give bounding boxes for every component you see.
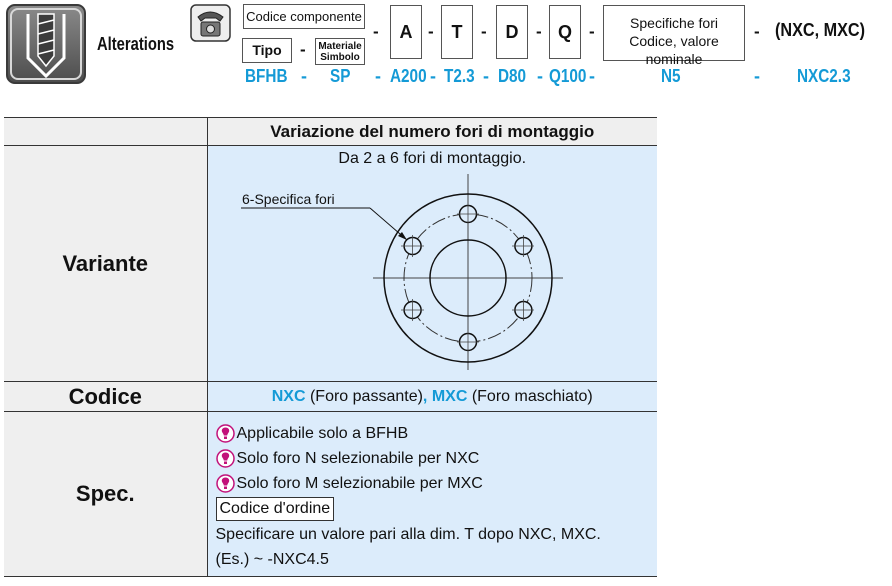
bulb-note-icon	[216, 424, 235, 443]
code-cell	[207, 382, 657, 412]
variant-label: Variante	[4, 146, 207, 382]
spec-note	[216, 446, 658, 471]
spec-note	[216, 471, 658, 496]
spec-note-text: Solo foro N selezionabile per NXC	[236, 449, 480, 467]
drill-tool-icon	[6, 4, 86, 84]
letter-box-a: A	[390, 5, 422, 59]
code-mxc-desc: (Foro maschiato)	[467, 387, 593, 405]
hole-spec-box	[603, 5, 745, 67]
material-symbol-box	[315, 38, 365, 65]
spec-cell	[207, 412, 657, 577]
separator-dash: -	[428, 22, 434, 41]
example-t: T2.3	[444, 66, 475, 86]
order-instruction: Specificare un valore pari alla dim. T dopo NXC, MXC.	[215, 525, 601, 543]
variant-description: Da 2 a 6 fori di montaggio.	[338, 150, 527, 167]
example-separator: -	[430, 66, 436, 86]
table-row-code	[4, 382, 657, 412]
example-material: SP	[330, 66, 351, 86]
bulb-note-icon	[216, 449, 235, 468]
example-d: D80	[498, 66, 527, 86]
example-separator: -	[589, 66, 595, 86]
spec-note-text: Applicabile solo a BFHB	[236, 424, 409, 442]
example-type: BFHB	[245, 66, 288, 86]
table-row-variant	[4, 146, 657, 382]
variant-cell	[207, 146, 657, 382]
order-code-line	[216, 496, 658, 522]
alterations-title: Alterations	[97, 34, 175, 54]
example-a: A200	[390, 66, 427, 86]
type-box: Tipo	[242, 38, 292, 63]
material-label: Materiale	[318, 41, 362, 52]
separator-dash: -	[536, 22, 542, 41]
example-hole-spec: N5	[661, 66, 681, 86]
alteration-options: (NXC, MXC)	[775, 20, 865, 40]
example-separator: -	[754, 66, 760, 86]
drawing-callout: 6-Specifica fori	[241, 191, 335, 207]
component-code-box: Codice componente	[243, 4, 365, 29]
table-row-spec	[4, 412, 657, 577]
table-header-title: Variazione del numero fori di montaggio	[207, 118, 657, 146]
alteration-table	[4, 117, 657, 577]
phone-icon	[190, 4, 231, 42]
table-header-empty	[4, 118, 207, 146]
example-separator: -	[375, 66, 381, 86]
letter-box-t: T	[441, 5, 473, 59]
example-alteration: NXC2.3	[797, 66, 851, 86]
spec-note-text: Solo foro M selezionabile per MXC	[236, 474, 483, 492]
code-label: Codice	[4, 382, 207, 412]
symbol-label: Simbolo	[320, 52, 360, 63]
example-q: Q100	[549, 66, 587, 86]
bulb-note-icon	[216, 474, 235, 493]
table-header-row	[4, 118, 657, 146]
separator-dash: -	[373, 22, 379, 41]
letter-box-q: Q	[549, 5, 581, 59]
separator-dash: -	[589, 22, 595, 41]
example-separator: -	[537, 66, 543, 86]
hole-spec-line-1: Specifiche fori	[630, 15, 718, 31]
separator-dash: -	[481, 22, 487, 41]
spec-note	[216, 421, 658, 446]
example-separator: -	[301, 66, 307, 86]
spec-label: Spec.	[4, 412, 207, 577]
code-mxc: , MXC	[422, 387, 468, 405]
separator-dash: -	[754, 22, 760, 41]
letter-box-d: D	[496, 5, 528, 59]
code-nxc-desc: (Foro passante)	[305, 387, 423, 405]
separator-dash: -	[300, 40, 306, 59]
order-code-label: Codice d'ordine	[216, 497, 335, 521]
example-separator: -	[483, 66, 489, 86]
order-example: (Es.) ~ -NXC4.5	[215, 550, 329, 568]
hole-spec-line-2: Codice, valore nominale	[629, 33, 719, 67]
code-nxc: NXC	[271, 387, 306, 405]
flange-hole-drawing	[238, 174, 568, 370]
